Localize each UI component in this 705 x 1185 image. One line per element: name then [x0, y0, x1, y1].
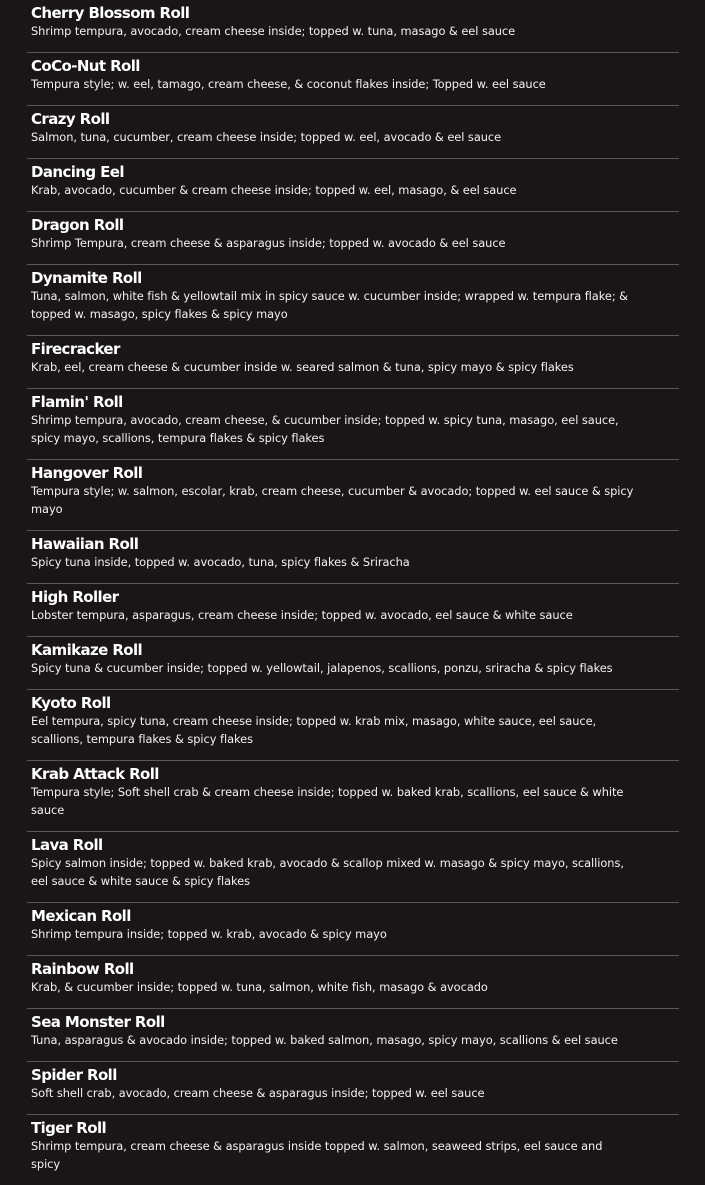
list-item: [27, 690, 679, 761]
item-name: Tiger Roll: [31, 1119, 107, 1137]
item-name: Kamikaze Roll: [31, 641, 143, 659]
item-name: Cherry Blossom Roll: [31, 4, 190, 22]
item-description: Shrimp Tempura, cream cheese & asparagus inside; topped w. avocado & eel sauce: [31, 236, 506, 250]
list-item: [27, 159, 679, 212]
list-item: [27, 389, 679, 460]
list-item: [27, 1009, 679, 1062]
list-item: [27, 106, 679, 159]
menu-list: [27, 0, 679, 1185]
item-description: Shrimp tempura inside; topped w. krab, avocado & spicy mayo: [31, 927, 387, 941]
item-name: High Roller: [31, 588, 119, 606]
item-name: Kyoto Roll: [31, 694, 111, 712]
item-description: Spicy tuna & cucumber inside; topped w. yellowtail, jalapenos, scallions, ponzu, sriracha & spicy flakes: [31, 661, 613, 675]
item-name: Spider Roll: [31, 1066, 117, 1084]
item-name: Lava Roll: [31, 836, 103, 854]
item-name: Crazy Roll: [31, 110, 110, 128]
list-item: [27, 903, 679, 956]
item-name: Mexican Roll: [31, 907, 131, 925]
item-name: Sea Monster Roll: [31, 1013, 165, 1031]
item-name: Firecracker: [31, 340, 120, 358]
list-item: [27, 761, 679, 832]
item-name: Flamin' Roll: [31, 393, 123, 411]
list-item: [27, 336, 679, 389]
item-description: Shrimp tempura, cream cheese & asparagus inside topped w. salmon, seaweed strips, eel sauce and spicy: [31, 1139, 603, 1171]
item-name: Dancing Eel: [31, 163, 124, 181]
item-description: Spicy tuna inside, topped w. avocado, tuna, spicy flakes & Sriracha: [31, 555, 410, 569]
list-item: [27, 531, 679, 584]
item-name: Dragon Roll: [31, 216, 124, 234]
item-name: Hangover Roll: [31, 464, 143, 482]
item-description: Lobster tempura, asparagus, cream cheese inside; topped w. avocado, eel sauce & white sauce: [31, 608, 573, 622]
item-description: Salmon, tuna, cucumber, cream cheese inside; topped w. eel, avocado & eel sauce: [31, 130, 502, 144]
item-name: CoCo-Nut Roll: [31, 57, 140, 75]
item-description: Eel tempura, spicy tuna, cream cheese inside; topped w. krab mix, masago, white sauce, eel sauce, scallions, tempura flakes & spicy flakes: [31, 714, 597, 746]
item-description: Krab, & cucumber inside; topped w. tuna, salmon, white fish, masago & avocado: [31, 980, 488, 994]
item-description: Krab, eel, cream cheese & cucumber inside w. seared salmon & tuna, spicy mayo & spicy flakes: [31, 360, 574, 374]
item-description: Tempura style; w. salmon, escolar, krab, cream cheese, cucumber & avocado; topped w. eel sauce & spicy mayo: [31, 484, 634, 516]
list-item: [27, 1062, 679, 1115]
item-name: Rainbow Roll: [31, 960, 134, 978]
item-description: Spicy salmon inside; topped w. baked krab, avocado & scallop mixed w. masago & spicy mayo, scallions, eel sauce & white sauce & spicy flakes: [31, 856, 624, 888]
list-item: [27, 212, 679, 265]
item-description: Shrimp tempura, avocado, cream cheese, & cucumber inside; topped w. spicy tuna, masago, eel sauce, spicy mayo, scallions, tempura flakes & spicy flakes: [31, 413, 619, 445]
item-description: Tempura style; Soft shell crab & cream cheese inside; topped w. baked krab, scallions, eel sauce & white sauce: [31, 785, 624, 817]
list-item: [27, 584, 679, 637]
list-item: [27, 832, 679, 903]
item-description: Shrimp tempura, avocado, cream cheese inside; topped w. tuna, masago & eel sauce: [31, 24, 516, 38]
list-item: [27, 460, 679, 531]
list-item: [27, 0, 679, 53]
list-item: [27, 956, 679, 1009]
item-description: Krab, avocado, cucumber & cream cheese inside; topped w. eel, masago, & eel sauce: [31, 183, 517, 197]
list-item: [27, 265, 679, 336]
item-description: Tuna, salmon, white fish & yellowtail mix in spicy sauce w. cucumber inside; wrapped w. tempura flake; & topped w. masago, spicy flakes & spicy mayo: [31, 289, 629, 321]
list-item: [27, 1115, 679, 1185]
item-description: Tuna, asparagus & avocado inside; topped w. baked salmon, masago, spicy mayo, scallions & eel sauce: [31, 1033, 618, 1047]
list-item: [27, 637, 679, 690]
item-name: Hawaiian Roll: [31, 535, 139, 553]
item-name: Dynamite Roll: [31, 269, 142, 287]
item-name: Krab Attack Roll: [31, 765, 159, 783]
item-description: Tempura style; w. eel, tamago, cream cheese, & coconut flakes inside; Topped w. eel sauce: [31, 77, 546, 91]
list-item: [27, 53, 679, 106]
item-description: Soft shell crab, avocado, cream cheese & asparagus inside; topped w. eel sauce: [31, 1086, 485, 1100]
